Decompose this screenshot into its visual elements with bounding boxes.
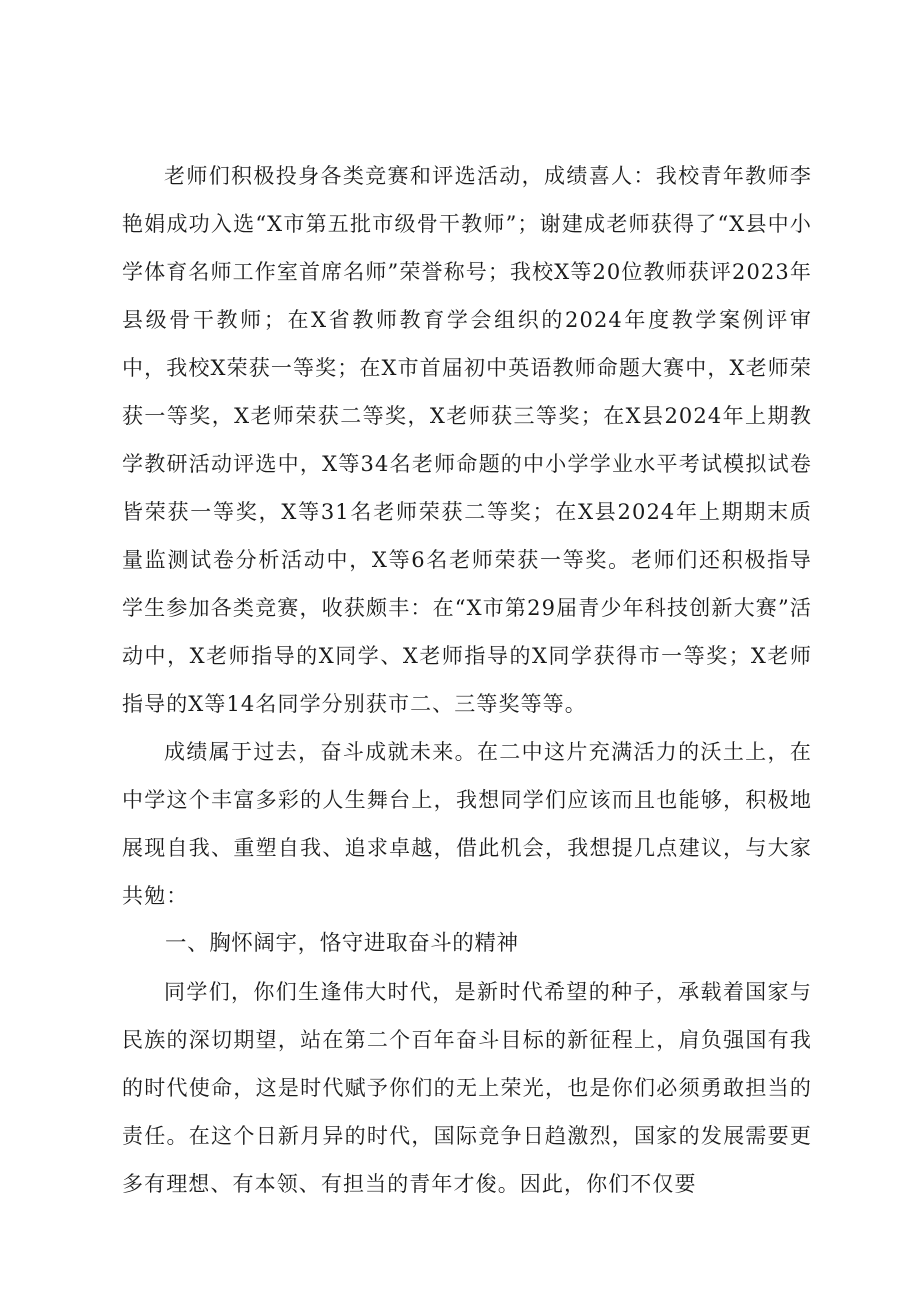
paragraph-section-body: 同学们，你们生逢伟大时代，是新时代希望的种子，承载着国家与民族的深切期望，站在第二个百年奋斗目标的新征程上，肩负强国有我的时代使命，这是时代赋予你们的无上荣光，也是你们必须勇敢担当的责任。在这个日新月异的时代，国际竞争日趋激烈，国家的发展需要更多有理想、有本领、有担当的青年才俊。因此，你们不仅要	[122, 980, 812, 1196]
paragraph-achievements: 老师们积极投身各类竞赛和评选活动，成绩喜人：我校青年教师李艳娟成功入选“X市第五批市级骨干教师”；谢建成老师获得了“X县中小学体育名师工作室首席名师”荣誉称号；我校X等20位教师获评2023年县级骨干教师；在X省教师教育学会组织的2024年度教学案例评审中，我校X荣获一等奖；在X市首届初中英语教师命题大赛中，X老师荣获一等奖，X老师荣获二等奖，X老师获三等奖；在X县2024年上期教学教研活动评选中，X等34名老师命题的中小学学业水平考试模拟试卷皆荣获一等奖，X等31名老师荣获二等奖；在X县2024年上期期末质量监测试卷分析活动中，X等6名老师荣获一等奖。老师们还积极指导学生参加各类竞赛，收获颇丰：在“X市第29届青少年科技创新大赛”活动中，X老师指导的X同学、X老师指导的X同学获得市一等奖；X老师指导的X等14名同学分别获市二、三等奖等等。	[122, 164, 812, 716]
paragraph-transition: 成绩属于过去，奋斗成就未来。在二中这片充满活力的沃土上，在中学这个丰富多彩的人生舞台上，我想同学们应该而且也能够，积极地展现自我、重塑自我、追求卓越，借此机会，我想提几点建议，与大家共勉：	[122, 740, 812, 908]
section-heading: 一、胸怀阔宇，恪守进取奋斗的精神	[165, 931, 519, 956]
document-page	[122, 152, 812, 1208]
